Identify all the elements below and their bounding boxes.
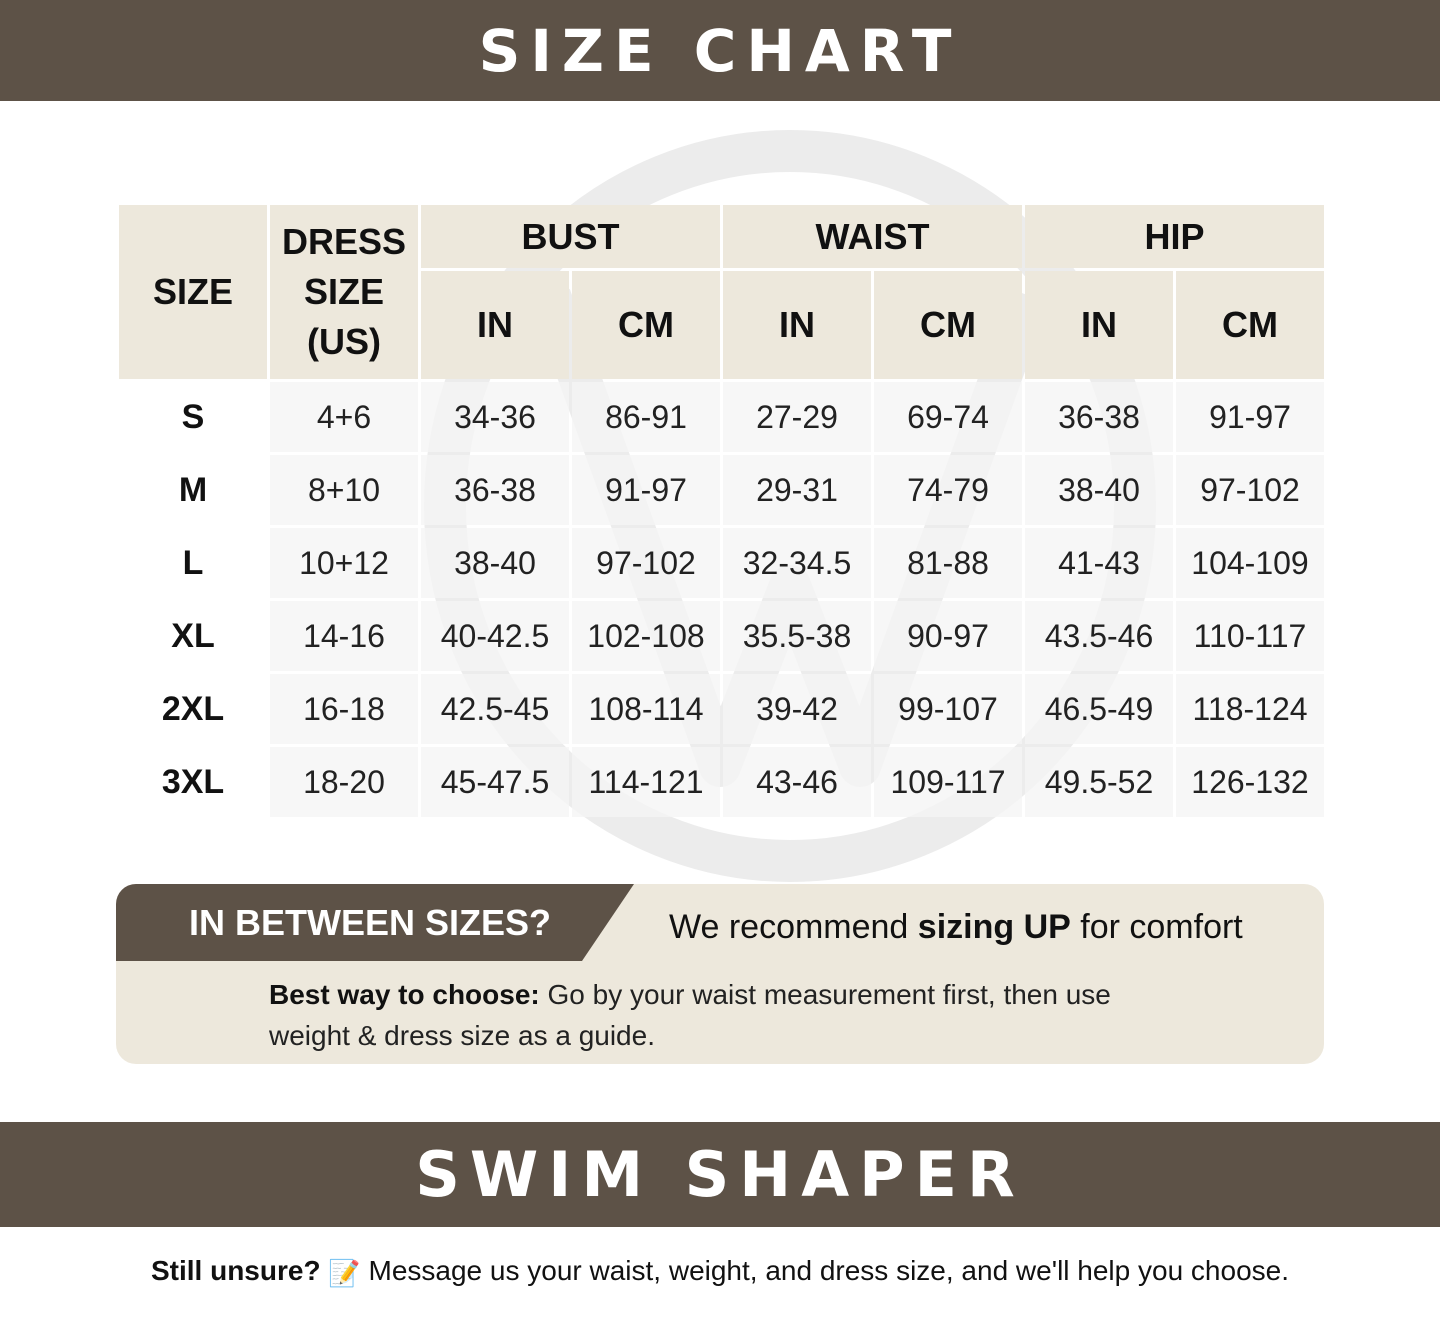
unit-header: CM [572,271,720,379]
measure-cell: 110-117 [1176,601,1324,671]
measure-cell: 108-114 [572,674,720,744]
best-way-text: Go by your waist measurement first, then use weight & dress size as a guide. [269,979,1111,1051]
unit-header: IN [723,271,871,379]
measure-cell: 104-109 [1176,528,1324,598]
dress-cell: 16-18 [270,674,418,744]
size-cell: 2XL [119,674,267,744]
measure-cell: 102-108 [572,601,720,671]
memo-icon: 📝 [328,1258,361,1288]
table-row [119,747,1324,817]
size-table [116,202,1327,820]
dress-size-column-header [270,205,418,379]
measure-cell: 36-38 [1025,382,1173,452]
measure-cell: 41-43 [1025,528,1173,598]
measure-cell: 118-124 [1176,674,1324,744]
footer-text: Message us your waist, weight, and dress size, and we'll help you choose. [360,1255,1289,1286]
footer-note [0,1255,1440,1289]
measure-cell: 39-42 [723,674,871,744]
unit-header: CM [1176,271,1324,379]
measure-cell: 91-97 [572,455,720,525]
measure-cell: 36-38 [421,455,569,525]
measure-cell: 32-34.5 [723,528,871,598]
sizing-tip-box [116,884,1324,1064]
measure-cell: 45-47.5 [421,747,569,817]
measure-cell: 46.5-49 [1025,674,1173,744]
measure-cell: 99-107 [874,674,1022,744]
product-banner [0,1122,1440,1227]
size-cell: S [119,382,267,452]
measure-cell: 38-40 [421,528,569,598]
recommend-bold: sizing UP [917,908,1071,946]
measure-cell: 43-46 [723,747,871,817]
measure-cell: 126-132 [1176,747,1324,817]
hip-group-header: HIP [1025,205,1324,268]
measure-cell: 90-97 [874,601,1022,671]
size-chart-header [0,0,1440,101]
dress-cell: 8+10 [270,455,418,525]
recommend-post: for comfort [1070,908,1243,946]
dress-label-line: (US) [307,321,381,362]
size-cell: XL [119,601,267,671]
unit-header: CM [874,271,1022,379]
measure-cell: 81-88 [874,528,1022,598]
footer-label: Still unsure? [150,1255,321,1286]
best-way-label: Best way to choose: [269,979,540,1010]
measure-cell: 29-31 [723,455,871,525]
waist-group-header: WAIST [723,205,1022,268]
unit-header: IN [421,271,569,379]
tip-title: IN BETWEEN SIZES? [189,902,552,943]
measure-cell: 114-121 [572,747,720,817]
measure-cell: 27-29 [723,382,871,452]
measure-cell: 69-74 [874,382,1022,452]
measure-cell: 34-36 [421,382,569,452]
table-row [119,674,1324,744]
measure-cell: 40-42.5 [421,601,569,671]
dress-cell: 4+6 [270,382,418,452]
measure-cell: 91-97 [1176,382,1324,452]
measure-cell: 109-117 [874,747,1022,817]
measure-cell: 42.5-45 [421,674,569,744]
table-row [119,601,1324,671]
unit-header: IN [1025,271,1173,379]
dress-cell: 10+12 [270,528,418,598]
recommend-pre: We recommend [669,908,918,946]
measure-cell: 74-79 [874,455,1022,525]
bust-group-header: BUST [421,205,720,268]
tip-guidance [269,974,1189,1056]
table-row [119,382,1324,452]
dress-cell: 18-20 [270,747,418,817]
measure-cell: 49.5-52 [1025,747,1173,817]
dress-cell: 14-16 [270,601,418,671]
size-cell: M [119,455,267,525]
product-name: SWIM SHAPER [415,1138,1025,1211]
size-cell: 3XL [119,747,267,817]
dress-label-line: SIZE [303,271,384,312]
measure-cell: 38-40 [1025,455,1173,525]
measure-cell: 97-102 [1176,455,1324,525]
page-title: SIZE CHART [478,16,962,85]
table-row [119,528,1324,598]
measure-cell: 97-102 [572,528,720,598]
measure-cell: 43.5-46 [1025,601,1173,671]
size-cell: L [119,528,267,598]
measure-cell: 86-91 [572,382,720,452]
table-row [119,455,1324,525]
size-column-header: SIZE [119,205,267,379]
measure-cell: 35.5-38 [723,601,871,671]
dress-label-line: DRESS [281,221,407,262]
tip-recommendation [669,908,1243,947]
